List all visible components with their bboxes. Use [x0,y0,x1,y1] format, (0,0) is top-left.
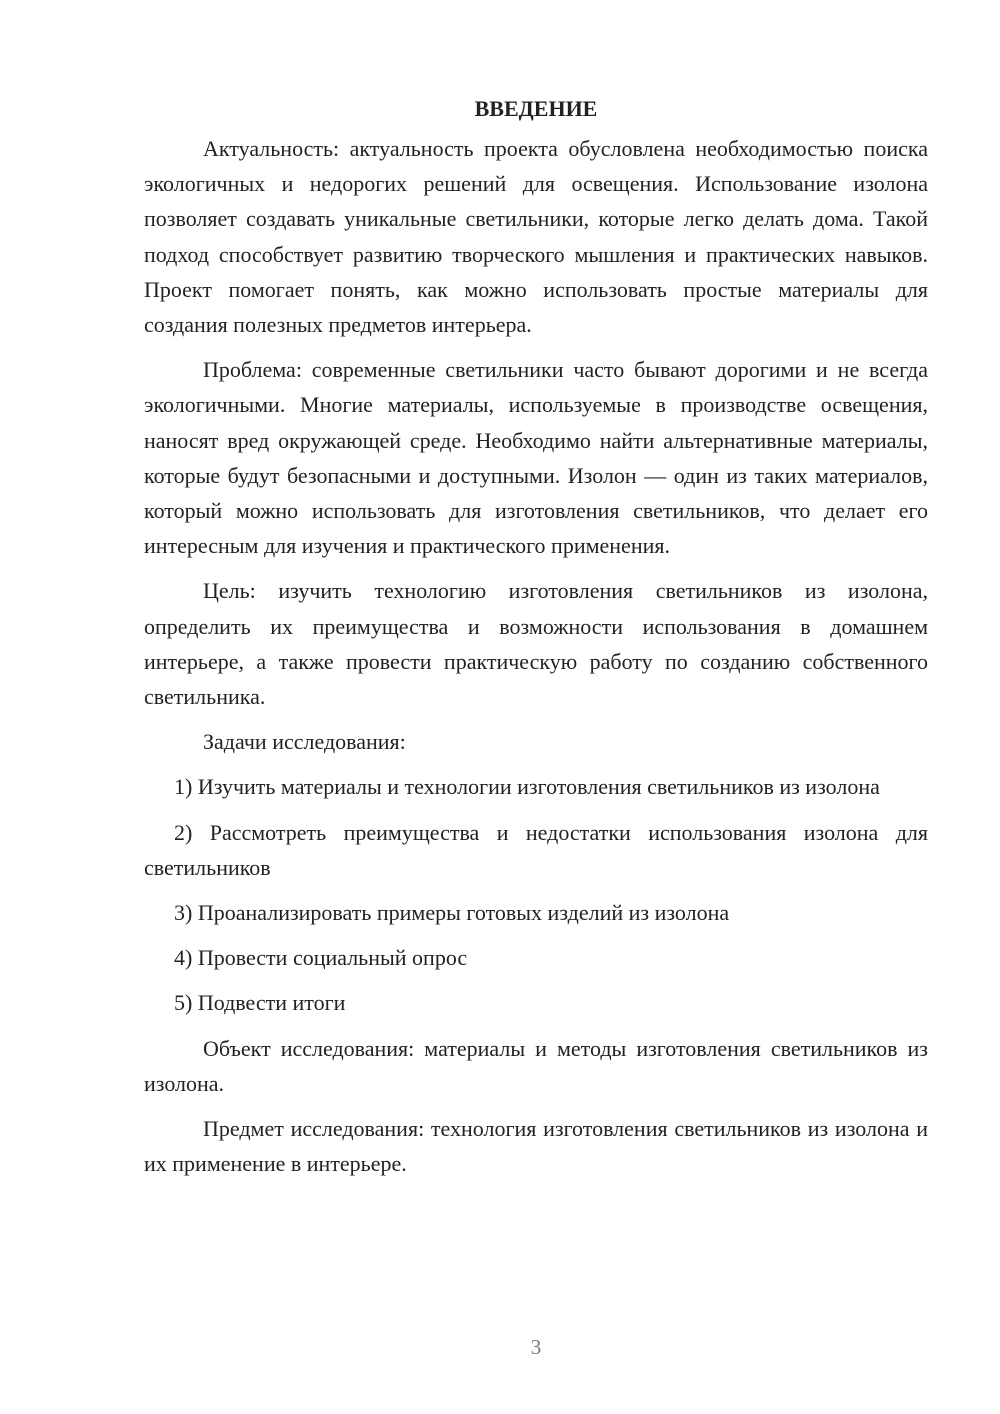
list-item: 4) Провести социальный опрос [174,945,468,971]
relevance-paragraph: Актуальность: актуальность проекта обусловлена необходимостью поиска экологичных и недорогих решений для освещения. Использование изолона позволяет создавать уникальные светильники, которые легко делать дома. Такой подход способствует развитию творческого мышления и практических навыков. Проект помогает понять, как можно использовать простые материалы для создания полезных предметов интерьера. [144,136,928,338]
page-content [144,93,928,1191]
goal-paragraph: Цель: изучить технологию изготовления светильников из изолона, определить их преимущества и возможности использования в домашнем интерьере, а также провести практическую работу по созданию собственного светильника. [144,578,928,710]
list-item: 5) Подвести итоги [174,990,346,1016]
subject-paragraph: Предмет исследования: технология изготовления светильников из изолона и их применение в интерьере. [144,1116,928,1177]
tasks-intro: Задачи исследования: [203,729,406,755]
list-item: 2) Рассмотреть преимущества и недостатки использования изолона для светильников [144,819,928,880]
list-item: 1) Изучить материалы и технологии изготовления светильников из изолона [174,774,880,800]
page-number: 3 [530,1335,542,1359]
object-paragraph: Объект исследования: материалы и методы изготовления светильников из изолона. [144,1035,928,1096]
list-item: 3) Проанализировать примеры готовых изделий из изолона [174,900,730,926]
section-heading: ВВЕДЕНИЕ [474,96,598,121]
tasks-list [144,769,928,1020]
problem-paragraph: Проблема: современные светильники часто бывают дорогими и не всегда экологичными. Многие материалы, используемые в производстве освещения, наносят вред окружающей среде. Необходимо найти альтернативные материалы, которые будут безопасными и доступными. Изолон — один из таких материалов, который можно использовать для изготовления светильников, что делает его интересным для изучения и практического применения. [144,357,928,559]
